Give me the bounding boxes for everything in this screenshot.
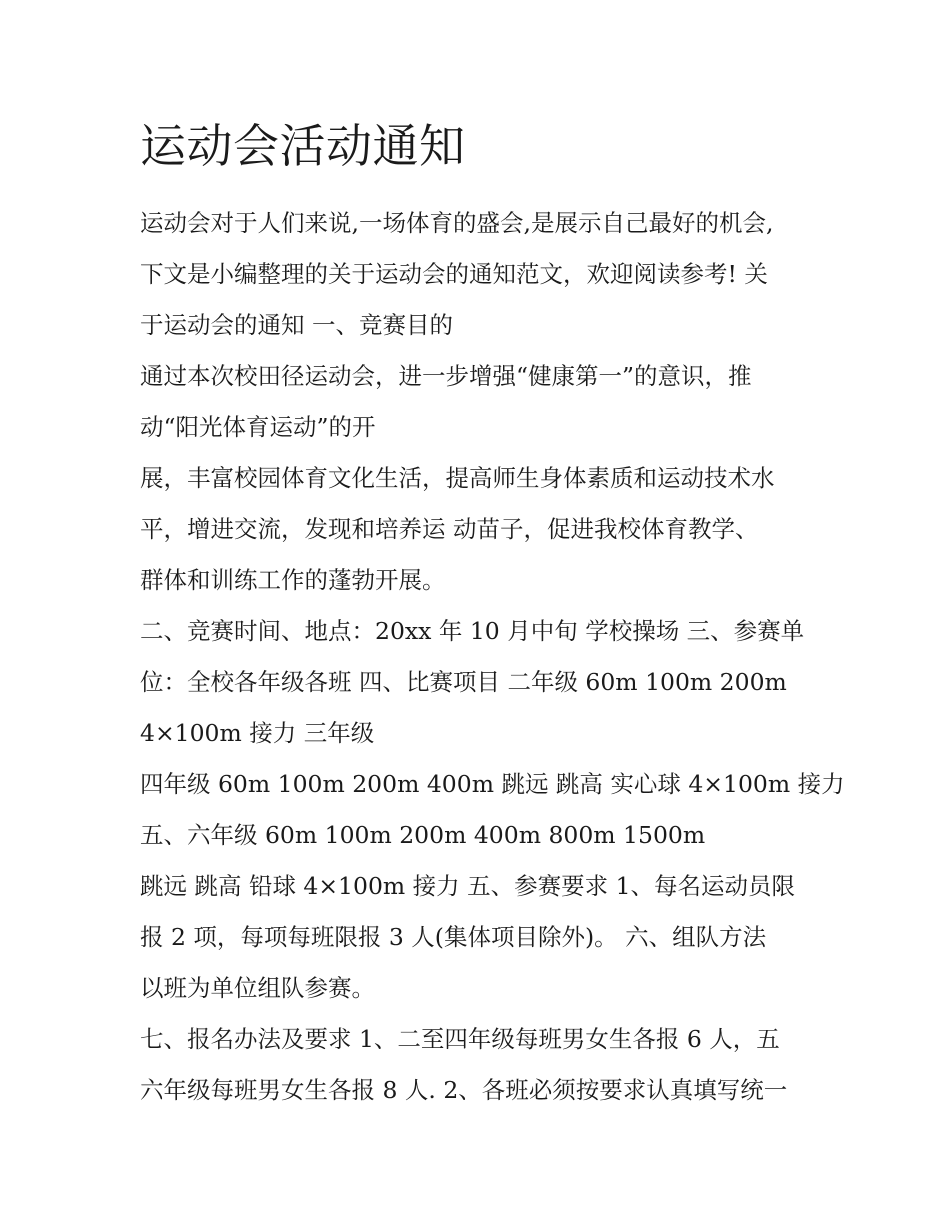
body-line: 通过本次校田径运动会，进一步增强“健康第一”的意识，推 <box>140 362 752 390</box>
body-line: 下文是小编整理的关于运动会的通知范文，欢迎阅读参考! 关 <box>140 260 768 288</box>
body-line: 群体和训练工作的蓬勃开展。 <box>140 566 446 594</box>
body-line: 报 2 项，每项每班限报 3 人(集体项目除外)。 六、组队方法 <box>140 923 767 951</box>
body-line: 二、竞赛时间、地点：20xx 年 10 月中旬 学校操场 三、参赛单 <box>140 617 805 645</box>
body-line: 平，增进交流，发现和培养运 动苗子，促进我校体育教学、 <box>140 515 759 543</box>
body-line: 运动会对于人们来说,一场体育的盛会,是展示自己最好的机会, <box>140 209 774 237</box>
body-line: 四年级 60m 100m 200m 400m 跳远 跳高 实心球 4×100m 接力 <box>140 770 845 798</box>
body-line: 4×100m 接力 三年级 <box>140 719 375 747</box>
body-line: 跳远 跳高 铅球 4×100m 接力 五、参赛要求 1、每名运动员限 <box>140 872 796 900</box>
body-line: 以班为单位组队参赛。 <box>140 974 375 1002</box>
body-line: 五、六年级 60m 100m 200m 400m 800m 1500m <box>140 821 706 849</box>
body-line: 动“阳光体育运动”的开 <box>140 413 376 441</box>
body-line: 展，丰富校园体育文化生活，提高师生身体素质和运动技术水 <box>140 464 775 492</box>
body-line: 位：全校各年级各班 四、比赛项目 二年级 60m 100m 200m <box>140 668 787 696</box>
body-line: 于运动会的通知 一、竞赛目的 <box>140 311 453 339</box>
body-line: 七、报名办法及要求 1、二至四年级每班男女生各报 6 人，五 <box>140 1025 780 1053</box>
body-line: 六年级每班男女生各报 8 人. 2、各班必须按要求认真填写统一 <box>140 1076 788 1104</box>
document-title: 运动会活动通知 <box>140 119 466 173</box>
